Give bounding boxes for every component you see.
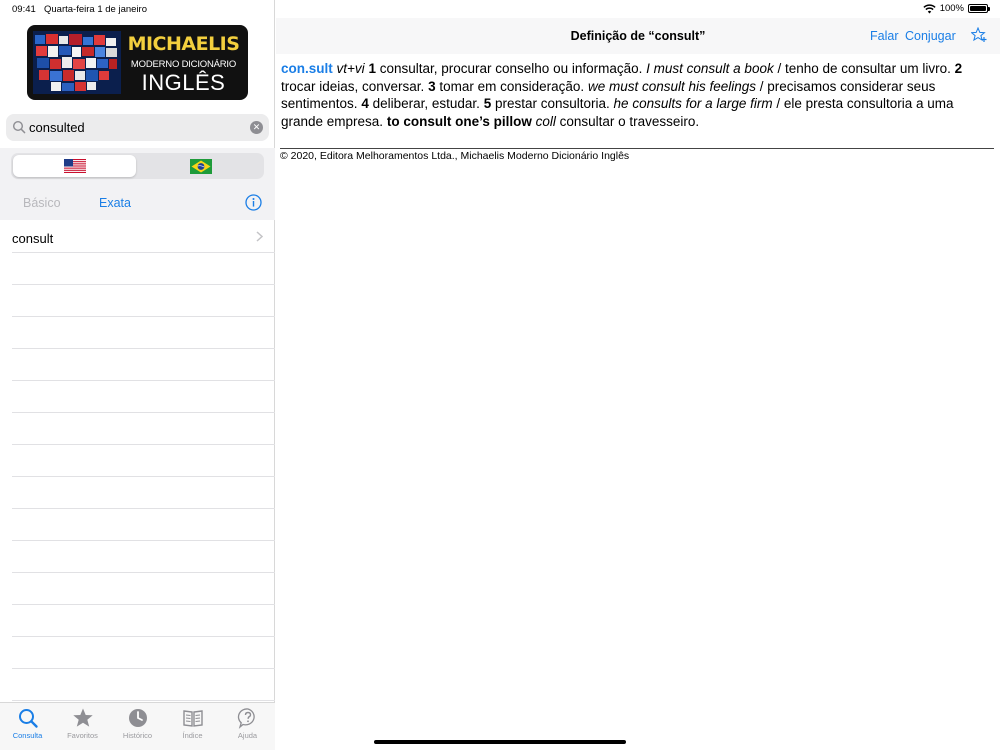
help-icon: [237, 707, 259, 729]
empty-row: [0, 541, 275, 573]
part-of-speech: vt+vi: [336, 61, 365, 76]
example: he consults for a large firm: [613, 96, 773, 111]
translation: / precisamos considerar seus sentimentos.: [281, 78, 936, 111]
definition-navbar: [276, 18, 1000, 54]
tab-label: Índice: [182, 731, 203, 740]
mode-exact[interactable]: Exata: [99, 196, 131, 210]
tab-bar: [0, 702, 275, 750]
english-option[interactable]: [13, 155, 136, 177]
list-item[interactable]: [0, 221, 275, 253]
wifi-icon: [923, 4, 936, 14]
star-icon: [72, 707, 94, 729]
portuguese-option[interactable]: [139, 155, 262, 177]
search-icon: [17, 707, 39, 729]
search-mode-bar: [0, 184, 275, 220]
tab-indice[interactable]: [165, 707, 220, 740]
logo-language: INGLÊS: [141, 70, 226, 95]
idiom-definition: consultar o travesseiro.: [559, 113, 700, 129]
clear-icon[interactable]: ✕: [250, 121, 263, 134]
brazil-flag-icon: [190, 159, 212, 174]
idiom-register: coll: [535, 113, 556, 129]
empty-row: [0, 605, 275, 637]
search-icon: [12, 120, 26, 134]
definition-text: [281, 60, 993, 130]
sense-number: 1: [368, 61, 376, 76]
status-date: Quarta-feira 1 de janeiro: [44, 4, 147, 15]
usa-map-mosaic-icon: [33, 31, 121, 94]
example: I must consult a book: [646, 61, 774, 76]
sense-definition: prestar consultoria.: [494, 96, 610, 111]
empty-row: [0, 253, 275, 285]
page-title: Definição de “consult”: [570, 29, 706, 43]
empty-row: [0, 381, 275, 413]
battery-icon: [968, 4, 988, 13]
status-bar: [0, 0, 1000, 18]
empty-row: [0, 317, 275, 349]
copyright-notice: © 2020, Editora Melhoramentos Ltda., Michaelis Moderno Dicionário Inglês: [280, 150, 630, 162]
clock-icon: [127, 707, 149, 729]
speak-button[interactable]: Falar: [870, 29, 899, 43]
empty-row: [0, 637, 275, 669]
sidebar: [0, 0, 275, 750]
info-icon[interactable]: [245, 194, 262, 211]
sense-number: 5: [483, 96, 492, 111]
search-bar[interactable]: [6, 114, 269, 141]
sense-definition: tomar em consideração.: [439, 78, 585, 94]
idiom: to consult one’s pillow: [386, 113, 532, 129]
empty-row: [0, 669, 275, 701]
sense-number: 4: [361, 96, 369, 111]
search-input[interactable]: [29, 117, 244, 138]
empty-row: [0, 445, 275, 477]
tab-favoritos[interactable]: [55, 707, 110, 740]
tab-label: Favoritos: [67, 731, 98, 740]
empty-row: [0, 509, 275, 541]
language-toggle[interactable]: [11, 153, 264, 179]
tab-ajuda[interactable]: [220, 707, 275, 740]
empty-row: [0, 573, 275, 605]
app-logo: [27, 25, 248, 100]
tab-label: Histórico: [122, 731, 153, 740]
empty-row: [0, 413, 275, 445]
mode-basic[interactable]: Básico: [23, 196, 61, 210]
sense-definition: trocar ideias, conversar.: [281, 78, 425, 94]
tab-consulta[interactable]: [0, 707, 55, 740]
empty-row: [0, 349, 275, 381]
sense-definition: deliberar, estudar.: [372, 96, 480, 111]
sense-number: 3: [428, 78, 436, 94]
book-icon: [182, 707, 204, 729]
logo-subtitle: MODERNO DICIONÁRIO: [130, 59, 237, 70]
tab-label: Consulta: [12, 731, 43, 740]
translation: / tenho de consultar um livro.: [777, 61, 951, 76]
translation: / ele presta consultoria a uma grande empresa.: [281, 96, 954, 129]
us-flag-icon: [64, 159, 86, 173]
conjugate-button[interactable]: Conjugar: [905, 29, 956, 43]
status-time: 09:41: [12, 4, 36, 15]
sense-number: 2: [954, 61, 963, 76]
tab-label: Ajuda: [237, 731, 258, 740]
status-right: [923, 3, 988, 14]
result-word: consult: [12, 231, 54, 246]
headword: con.sult: [281, 61, 333, 76]
definition-pane: [276, 0, 1000, 750]
home-indicator[interactable]: [374, 740, 626, 744]
tab-historico[interactable]: [110, 707, 165, 740]
chevron-right-icon: [256, 231, 263, 242]
star-add-icon[interactable]: [971, 27, 987, 43]
example: we must consult his feelings: [587, 78, 757, 94]
empty-row: [0, 477, 275, 509]
sense-definition: consultar, procurar conselho ou informação.: [379, 61, 643, 76]
results-list: [0, 221, 275, 701]
logo-brand: MICHAELIS: [127, 33, 240, 55]
divider: [280, 148, 994, 149]
battery-percent: 100%: [939, 3, 964, 14]
empty-row: [0, 285, 275, 317]
